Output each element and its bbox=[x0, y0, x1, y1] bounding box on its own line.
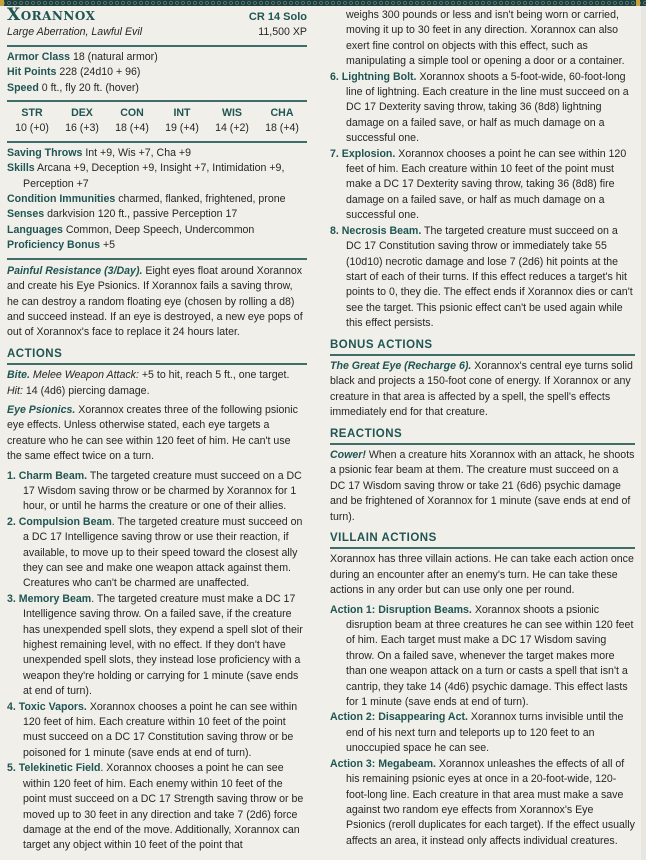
villain-actions-intro: Xorannox has three villain actions. He can take each action once during an encounter after an enemy's turn. He can take these actions in any order but can use only one per round. bbox=[330, 553, 634, 597]
condition-immunities-value: charmed, flanked, frightened, prone bbox=[118, 193, 286, 206]
gold-corner-right bbox=[636, 0, 640, 6]
reaction-name: Cower! bbox=[330, 448, 366, 461]
action-text: Xorannox creates three of the following psionic eye effects. Unless otherwise stated, each eye targets a creature who he can see within 120 feet of him. He can't use the same effect twice on a turn. bbox=[7, 403, 298, 463]
effect-text: Xorannox chooses a point he can see within 120 feet of him. Each creature within 10 feet of the point must succeed on a DC 17 Constitution saving throw or be poisoned for 1 minute (save ends at end of turn). bbox=[23, 700, 298, 759]
list-item bbox=[7, 515, 307, 592]
villain-action-name: Action 2: Disappearing Act. bbox=[330, 711, 468, 724]
challenge-rating: CR 14 Solo bbox=[248, 11, 307, 23]
bonus-action-great-eye bbox=[330, 359, 635, 421]
list-item bbox=[7, 592, 307, 700]
saving-throws bbox=[7, 146, 307, 161]
skills bbox=[7, 161, 307, 192]
title-row bbox=[7, 5, 307, 25]
ability-value: 18 (+4) bbox=[115, 122, 149, 135]
speed bbox=[7, 81, 307, 96]
senses bbox=[7, 207, 307, 222]
divider bbox=[7, 45, 307, 47]
ability-name: INT bbox=[173, 107, 191, 120]
effect-text: The targeted creature must succeed on a DC 17 Constitution saving throw or immediately take 55 (10d10) necrotic damage and lose 7 (2d6) hit points at the start of each of their turns. If this effect reduces a target's hit points to 0, they die. The effect ends if Xorannox dies or can't see the target. This psionic effect can't be used again while this effect persists. bbox=[346, 224, 633, 330]
hit-text: 14 (4d6) piercing damage. bbox=[25, 384, 150, 397]
section-heading-bonus-actions: BONUS ACTIONS bbox=[330, 338, 635, 356]
ability-value: 19 (+4) bbox=[165, 122, 199, 135]
action-eye-psionics bbox=[7, 403, 307, 465]
list-item bbox=[7, 761, 307, 853]
effect-name: 4. Toxic Vapors. bbox=[7, 700, 87, 713]
list-item bbox=[330, 757, 635, 849]
skills-value: Arcana +9, Deception +9, Insight +7, Intimidation +9, Perception +7 bbox=[23, 162, 285, 190]
languages-value: Common, Deep Speech, Undercommon bbox=[65, 223, 255, 236]
effect-name: 1. Charm Beam. bbox=[7, 469, 88, 482]
ability-scores bbox=[7, 106, 307, 137]
ability-value: 10 (+0) bbox=[15, 122, 49, 135]
divider bbox=[7, 100, 307, 102]
proficiency-bonus-label: Proficiency Bonus bbox=[7, 239, 101, 252]
villain-actions-list bbox=[330, 603, 635, 850]
villain-action-name: Action 1: Disruption Beams. bbox=[330, 603, 472, 616]
villain-action-name: Action 3: Megabeam. bbox=[330, 757, 436, 770]
trait-painful-resistance bbox=[7, 264, 307, 341]
hit-points-value: 228 (24d10 + 96) bbox=[59, 66, 141, 79]
languages-label: Languages bbox=[7, 223, 63, 236]
proficiency-bonus-value: +5 bbox=[102, 239, 116, 252]
list-item bbox=[330, 70, 635, 147]
effect-name: 2. Compulsion Beam bbox=[7, 515, 112, 528]
monster-name: Xorannox bbox=[7, 5, 96, 25]
list-item bbox=[7, 700, 307, 762]
effect-name: 3. Memory Beam bbox=[7, 592, 92, 605]
attack-type: Melee Weapon Attack: bbox=[32, 369, 139, 382]
stat-block-left-column bbox=[7, 6, 307, 854]
ability-name: CON bbox=[120, 107, 144, 120]
effect-name: 6. Lightning Bolt. bbox=[330, 70, 417, 83]
eye-effects-list bbox=[7, 469, 307, 854]
trait-text: Eight eyes float around Xorannox and create his Eye Psionics. If Xorannox fails a saving throw, he can destroy a random floating eye (chosen by rolling a d8) and succeed instead. If an eye is destroyed, a new eye pops of out of Xorannox's face to replace it 24 hours later. bbox=[7, 264, 303, 339]
trait-name: Painful Resistance (3/Day). bbox=[7, 264, 143, 277]
effect-text: . Xorannox chooses a point he can see within 120 feet of him. Each enemy within 10 feet of the point must succeed on a DC 17 Strength saving throw or be moved up to 30 feet in any direction and take 7 (2d6) force damage at the end of the move. Additionally, Xorannox can target any object within 10 feet of the point that bbox=[23, 762, 304, 852]
gold-corner-left bbox=[0, 0, 4, 6]
hit-label: Hit: bbox=[7, 384, 23, 397]
ability-value: 18 (+4) bbox=[265, 122, 299, 135]
action-name: Bite. bbox=[7, 369, 30, 382]
experience-points: 11,500 XP bbox=[258, 26, 307, 39]
section-heading-actions: ACTIONS bbox=[7, 347, 307, 365]
divider bbox=[7, 141, 307, 143]
armor-class-label: Armor Class bbox=[7, 50, 70, 63]
ability-name: CHA bbox=[270, 107, 294, 120]
action-name: Eye Psionics. bbox=[7, 403, 76, 416]
subtitle-row bbox=[7, 25, 307, 40]
speed-value: 0 ft., fly 20 ft. (hover) bbox=[41, 81, 139, 94]
skills-label: Skills bbox=[7, 162, 35, 175]
reaction-cower bbox=[330, 448, 635, 525]
list-item bbox=[7, 469, 307, 515]
effect-text: . The targeted creature must succeed on a DC 17 Intelligence saving throw or use their reaction, if available, to move up to their speed toward the closest ally they can see and make one weapon attack against them. Creatures who can't be charmed are unaffected. bbox=[23, 515, 303, 590]
languages bbox=[7, 223, 307, 238]
villain-action-text: Xorannox unleashes the effects of all of his remaining psionic eyes at once in a 20-foot-wide, 120-foot-long line. Each creature in that area must make a save against two random eye effects from Xorannox's Eye Psionics (reroll duplicates for each target). If the effect usually affects an area, it instead only affects individual creatures. bbox=[346, 757, 635, 847]
hit-points-label: Hit Points bbox=[7, 66, 57, 79]
ability-value: 14 (+2) bbox=[215, 122, 249, 135]
ability-name: DEX bbox=[71, 107, 93, 120]
saving-throws-label: Saving Throws bbox=[7, 146, 83, 159]
bonus-action-name: The Great Eye (Recharge 6). bbox=[330, 359, 472, 372]
effect-continuation: weighs 300 pounds or less and isn't being worn or carried, moving it up to 30 feet in any direction. Xorannox can also exert fine control on objects with this effect, such as manipulating a simple tool or opening a door or a container. bbox=[346, 9, 625, 68]
effect-text: . The targeted creature must make a DC 17 Intelligence saving throw. On a failed save, if the creature has unexpended spell slots, they expend a spell slot of their highest remaining level, with no effect. If they don't have unexpended spell slots, they instead lose proficiency with a weapon they're holding or carrying for 1 minute (save ends at end of turn). bbox=[23, 592, 303, 698]
creature-type: Large Aberration, Lawful Evil bbox=[7, 26, 143, 39]
ability-value: 16 (+3) bbox=[65, 122, 99, 135]
proficiency-bonus bbox=[7, 238, 307, 253]
effect-text: Xorannox chooses a point he can see within 120 feet of him. Each creature within 10 feet of the point must make a DC 17 Dexterity saving throw, taking 36 (8d8) fire damage on a failed save, or half as much damage on a successful one. bbox=[346, 147, 627, 222]
effect-text: The targeted creature must succeed on a DC 17 Wisdom saving throw or be charmed by Xorannox for 1 hour, or until he harms the creature or one of their allies. bbox=[23, 469, 302, 513]
list-item bbox=[330, 147, 635, 224]
effect-text: Xorannox shoots a 5-foot-wide, 60-foot-long line of lightning. Each creature in the line must succeed on a DC 17 Dexterity saving throw, taking 36 (8d8) lightning damage on a failed save, or half as much damage on a successful one. bbox=[346, 70, 629, 145]
senses-label: Senses bbox=[7, 208, 45, 221]
armor-class bbox=[7, 50, 307, 65]
effect-name: 7. Explosion. bbox=[330, 147, 396, 160]
saving-throws-value: Int +9, Wis +7, Cha +9 bbox=[85, 146, 192, 159]
condition-immunities-label: Condition Immunities bbox=[7, 193, 116, 206]
villain-action-text: Xorannox shoots a psionic disruption beam at three creatures he can see within 120 feet of him. Each target must make a DC 17 Wisdom saving throw. On a failed save, whenever the target makes more than one weapon attack on a turn or casts a spell that isn't a cantrip, they take 14 (4d6) psychic damage. This effect lasts for 1 minute (save ends at end of turn). bbox=[346, 603, 634, 709]
effect-name: 5. Telekinetic Field bbox=[7, 762, 101, 775]
hit-points bbox=[7, 65, 307, 80]
condition-immunities bbox=[7, 192, 307, 207]
armor-class-value: 18 (natural armor) bbox=[72, 50, 158, 63]
senses-value: darkvision 120 ft., passive Perception 17 bbox=[47, 208, 238, 221]
ability-name: STR bbox=[21, 107, 43, 120]
ability-name: WIS bbox=[221, 107, 242, 120]
stat-block-right-column bbox=[330, 6, 635, 849]
effect-name: 8. Necrosis Beam. bbox=[330, 224, 422, 237]
villain-action-text: Xorannox turns invisible until the end of his next turn and teleports up to 120 feet to an unoccupied space he can see. bbox=[346, 711, 624, 755]
list-item bbox=[330, 710, 635, 756]
bonus-action-text: Xorannox's central eye turns solid black and projects a 150-foot cone of energy. If Xorannox or any creature in that area is affected by a spell, the spell's effects immediately end for that creature. bbox=[330, 359, 633, 419]
section-heading-villain-actions: VILLAIN ACTIONS bbox=[330, 531, 635, 549]
action-bite bbox=[7, 368, 307, 399]
speed-label: Speed bbox=[7, 81, 39, 94]
section-heading-reactions: REACTIONS bbox=[330, 427, 635, 445]
attack-text: +5 to hit, reach 5 ft., one target. bbox=[141, 369, 290, 382]
list-item bbox=[330, 603, 635, 711]
divider bbox=[7, 258, 307, 260]
reaction-text: When a creature hits Xorannox with an attack, he shoots a psionic fear beam at them. The creature must succeed on a DC 17 Wisdom saving throw or take 21 (6d6) psychic damage and be frightened of Xorannox for 1 minute (save ends at end of turn). bbox=[330, 448, 635, 523]
list-item bbox=[330, 224, 635, 332]
page-edge bbox=[641, 6, 646, 860]
